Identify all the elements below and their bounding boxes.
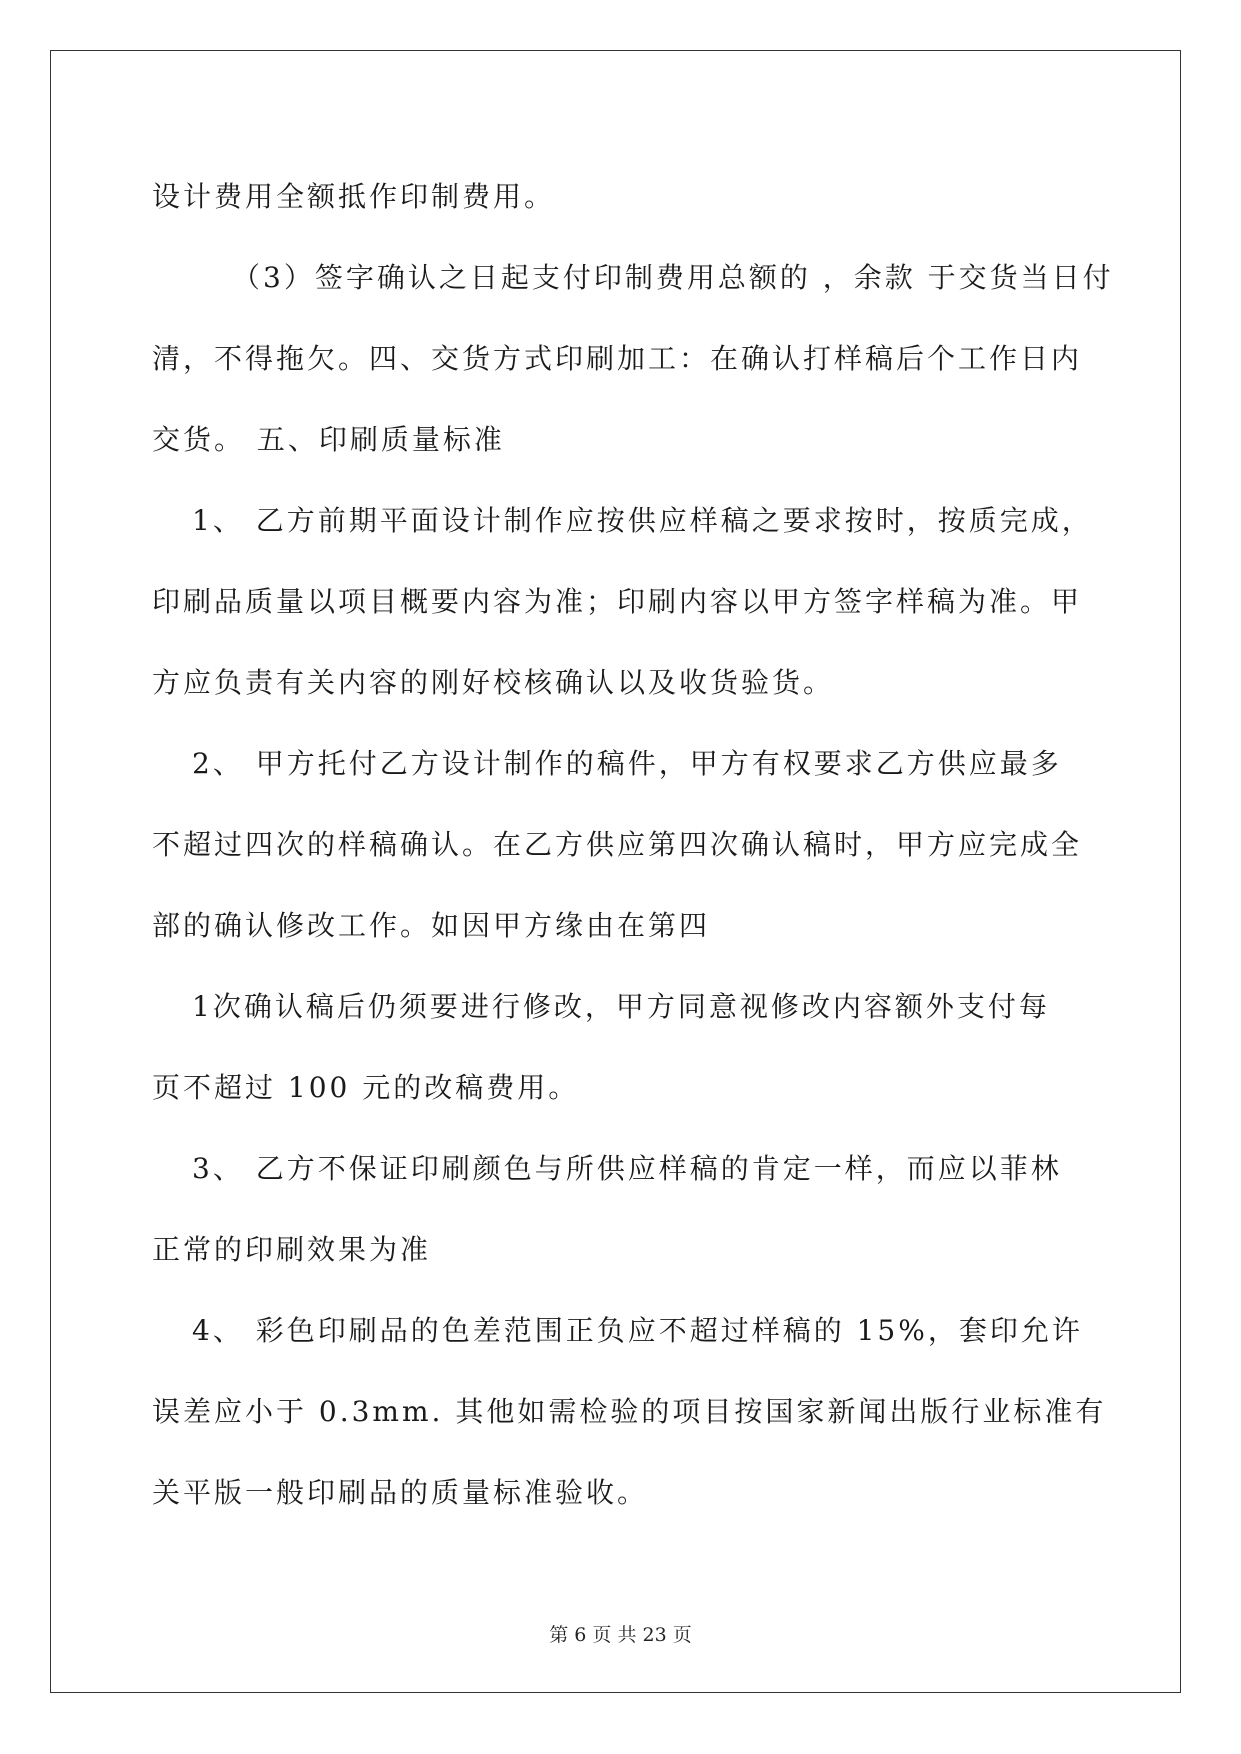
text-line: 设计费用全额抵作印制费用。: [152, 180, 556, 213]
text-line: 3、 乙方不保证印刷颜色与所供应样稿的肯定一样，而应以菲林: [192, 1152, 1062, 1185]
text-line: 4、 彩色印刷品的色差范围正负应不超过样稿的 15%，套印允许: [192, 1314, 1083, 1347]
text-line: 印刷品质量以项目概要内容为准；印刷内容以甲方签字样稿为准。甲: [152, 585, 1083, 618]
text-line: 正常的印刷效果为准: [152, 1233, 432, 1266]
text-line: 清，不得拖欠。四、交货方式印刷加工：在确认打样稿后个工作日内: [152, 342, 1083, 375]
text-line: 2、 甲方托付乙方设计制作的稿件，甲方有权要求乙方供应最多: [192, 747, 1062, 780]
text-line: （3）签字确认之日起支付印制费用总额的 ，余款 于交货当日付: [232, 261, 1114, 294]
text-line: 方应负责有关内容的刚好校核确认以及收货验货。: [152, 666, 835, 699]
document-body: [152, 156, 1114, 1533]
page-number: 第 6 页 共 23 页: [549, 1624, 692, 1646]
text-line: 1次确认稿后仍须要进行修改，甲方同意视修改内容额外支付每: [192, 990, 1050, 1023]
text-line: 1、 乙方前期平面设计制作应按供应样稿之要求按时，按质完成，: [192, 504, 1093, 537]
text-line: 不超过四次的样稿确认。在乙方供应第四次确认稿时，甲方应完成全: [152, 828, 1083, 861]
text-line: 页不超过 100 元的改稿费用。: [152, 1071, 580, 1104]
text-line: 关平版一般印刷品的质量标准验收。: [152, 1476, 649, 1509]
text-line: 部的确认修改工作。如因甲方缘由在第四: [152, 909, 711, 942]
text-line: 误差应小于 0.3mm. 其他如需检验的项目按国家新闻出版行业标准有: [152, 1395, 1107, 1428]
page-footer: [0, 1620, 1241, 1647]
document-text: [152, 156, 1114, 1533]
text-line: 交货。 五、印刷质量标准: [152, 423, 505, 456]
